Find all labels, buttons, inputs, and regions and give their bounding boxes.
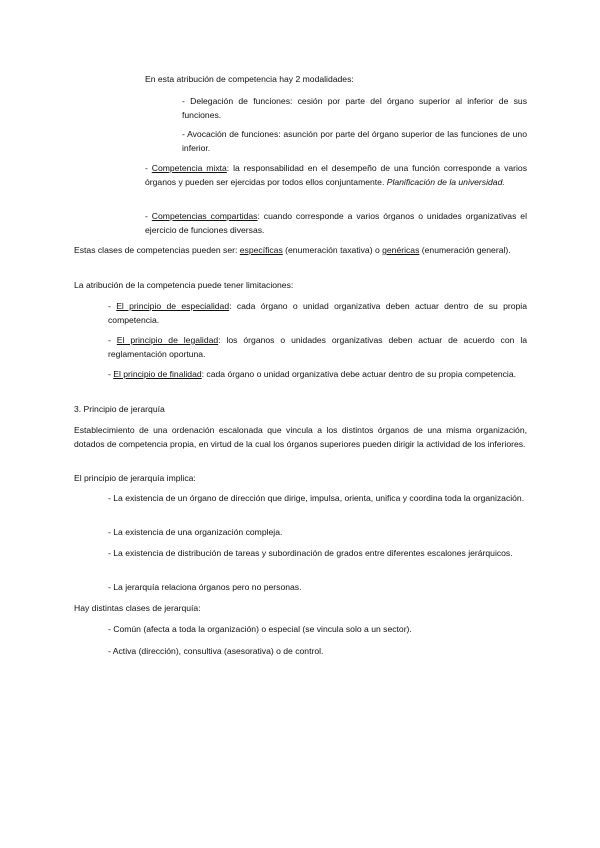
establecimiento-paragraph: Establecimiento de una ordenación escalonada que vincula a los distintos órganos de una misma organización, dotados de competencia propia, en virtud de la cual los órganos superiores pueden dirigir la actividad de los inferiores. [74,425,527,449]
clases-text-a: Estas clases de competencias pueden ser: [74,245,240,255]
jerarquia-item-2: - Activa (dirección), consultiva (asesorativa) o de control. [108,646,324,656]
delegacion-item: - Delegación de funciones: cesión por parte del órgano superior al inferior de sus funciones. [182,96,527,120]
clases-text-c: (enumeración general). [419,245,511,255]
competencias-compartidas-text: : cuando corresponde a varios órganos o unidades organizativas el ejercicio de funciones diversas. [145,211,527,235]
clases-competencias-paragraph [74,244,527,258]
principio-finalidad-text: : cada órgano o unidad organizativa debe actuar dentro de su propia competencia. [201,369,517,379]
principio-especialidad-term: El principio de especialidad [116,301,230,311]
principio-legalidad-term: El principio de legalidad [116,335,219,345]
principio-finalidad-term: El principio de finalidad [113,369,202,379]
especificas-term: específicas [239,245,283,255]
intro-paragraph: En esta atribución de competencia hay 2 modalidades: [145,74,354,84]
dash: - [108,335,117,345]
dash: - [108,301,117,311]
competencias-compartidas-paragraph [145,210,527,237]
principio-legalidad-item [108,334,527,361]
section-heading: 3. Principio de jerarquía [74,404,165,414]
implica-paragraph: El principio de jerarquía implica: [74,473,196,483]
dash: - [145,211,152,221]
competencia-mixta-text: : la responsabilidad en el desempeño de una función corresponde a varios órganos y pueden ser ejercidas por todos ellos conjuntamente. [145,163,527,187]
implica-item-3: - La existencia de distribución de tareas y subordinación de grados entre diferentes escalones jerárquicos. [108,548,513,558]
clases-jerarquia-paragraph: Hay distintas clases de jerarquía: [74,603,201,613]
implica-item-2: - La existencia de una organización compleja. [108,527,283,537]
competencia-mixta-paragraph [145,162,527,189]
dash: - [145,163,152,173]
principio-especialidad-text: : cada órgano o unidad organizativa deben actuar dentro de su propia competencia. [108,301,527,325]
competencia-mixta-term: Competencia mixta [151,163,227,173]
genericas-term: genéricas [382,245,420,255]
avocacion-item: - Avocación de funciones: asunción por parte del órgano superior de las funciones de uno inferior. [182,129,527,153]
jerarquia-item-1: - Común (afecta a toda la organización) o especial (se vincula solo a un sector). [108,624,412,634]
competencia-mixta-example: Planificación de la universidad. [386,176,505,187]
limitaciones-paragraph: La atribución de la competencia puede tener limitaciones: [74,280,294,290]
implica-item-4: - La jerarquía relaciona órganos pero no personas. [108,582,302,592]
principio-especialidad-item [108,300,527,327]
principio-finalidad-item [108,368,527,382]
clases-text-b: (enumeración taxativa) o [282,245,383,255]
dash: - [108,369,114,379]
implica-item-1: - La existencia de un órgano de dirección que dirige, impulsa, orienta, unifica y coordina toda la organización. [108,493,525,503]
principio-legalidad-text: : los órganos o unidades organizativas deben actuar de acuerdo con la reglamentación oportuna. [108,335,528,359]
competencias-compartidas-term: Competencias compartidas [151,211,258,221]
